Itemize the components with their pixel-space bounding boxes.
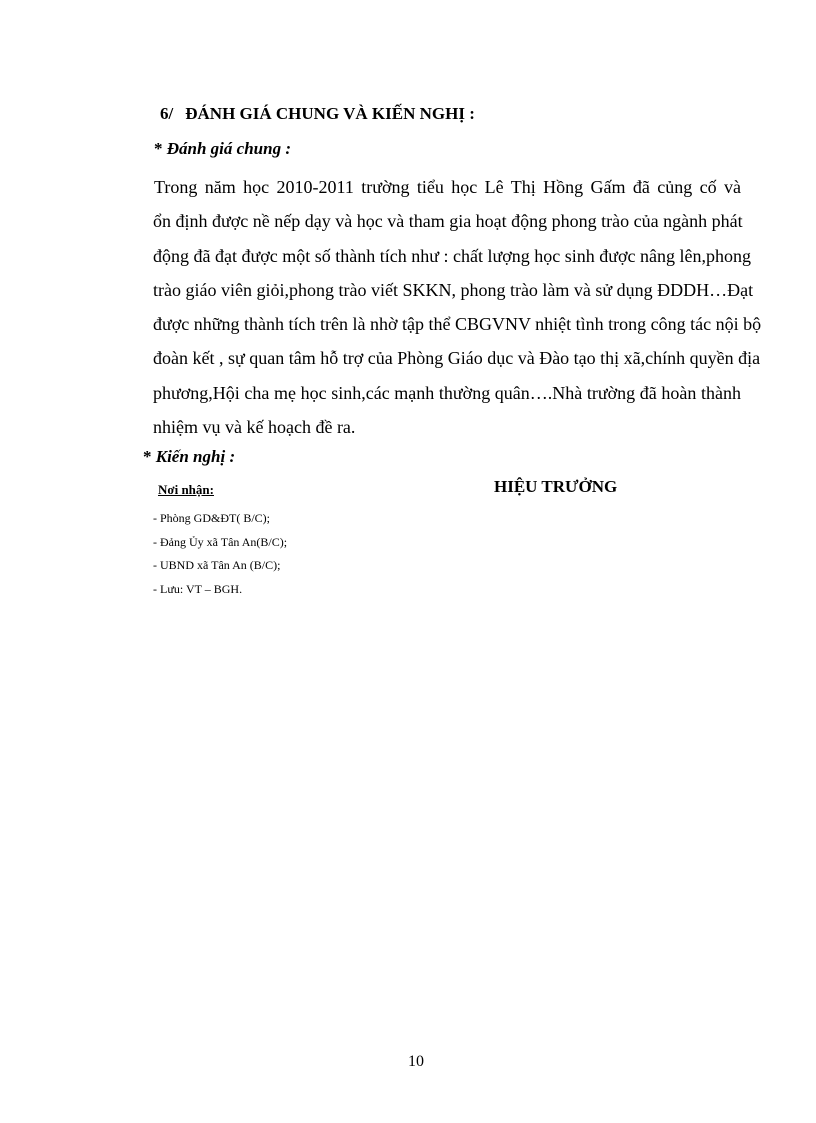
recommendation-heading [143, 447, 235, 467]
recipients-label: Nơi nhận: [158, 482, 214, 497]
bullet-star: * [143, 447, 152, 466]
recipient-item: - Lưu: VT – BGH. [153, 581, 243, 596]
paragraph-line: đoàn kết , sự quan tâm hỗ trợ của Phòng Giáo dục và Đào tạo thị xã,chính quyền địa [153, 348, 761, 369]
recipients-list [153, 507, 287, 601]
recommendation-title: Kiến nghị : [155, 447, 236, 466]
recipient-item: - Phòng GD&ĐT( B/C); [153, 511, 270, 525]
bullet-star: * [154, 139, 163, 158]
recipient-item: - Đảng Ủy xã Tân An(B/C); [153, 534, 288, 549]
paragraph-line: nhiệm vụ và kế hoạch đề ra. [153, 417, 356, 438]
paragraph-line: trào giáo viên giỏi,phong trào viết SKKN, phong trào làm và sử dụng ĐDDH…Đạt [153, 279, 754, 300]
paragraph-line: ổn định được nề nếp dạy và học và tham gia hoạt động phong trào của ngành phát [153, 211, 743, 232]
recipient-item: - UBND xã Tân An (B/C); [153, 558, 281, 572]
general-assessment-title: Đánh giá chung : [166, 139, 291, 158]
section-number: 6/ [160, 104, 174, 123]
paragraph-line: phương,Hội cha mẹ học sinh,các mạnh thường quân….Nhà trường đã hoàn thành [153, 382, 741, 403]
general-assessment-paragraph [153, 170, 762, 444]
page-number: 10 [408, 1053, 424, 1070]
general-assessment-heading [154, 139, 291, 159]
section-heading [160, 104, 475, 124]
paragraph-line: Trong năm học 2010-2011 trường tiểu học Lê Thị Hồng Gấm đã củng cố và [154, 177, 741, 197]
paragraph-line: được những thành tích trên là nhờ tập thể CBGVNV nhiệt tình trong công tác nội bộ [153, 314, 762, 335]
signer-title: HIỆU TRƯỞNG [494, 477, 618, 496]
paragraph-line: động đã đạt được một số thành tích như : chất lượng học sinh được nâng lên,phong [153, 245, 751, 266]
section-title: ĐÁNH GIÁ CHUNG VÀ KIẾN NGHỊ : [185, 104, 475, 123]
